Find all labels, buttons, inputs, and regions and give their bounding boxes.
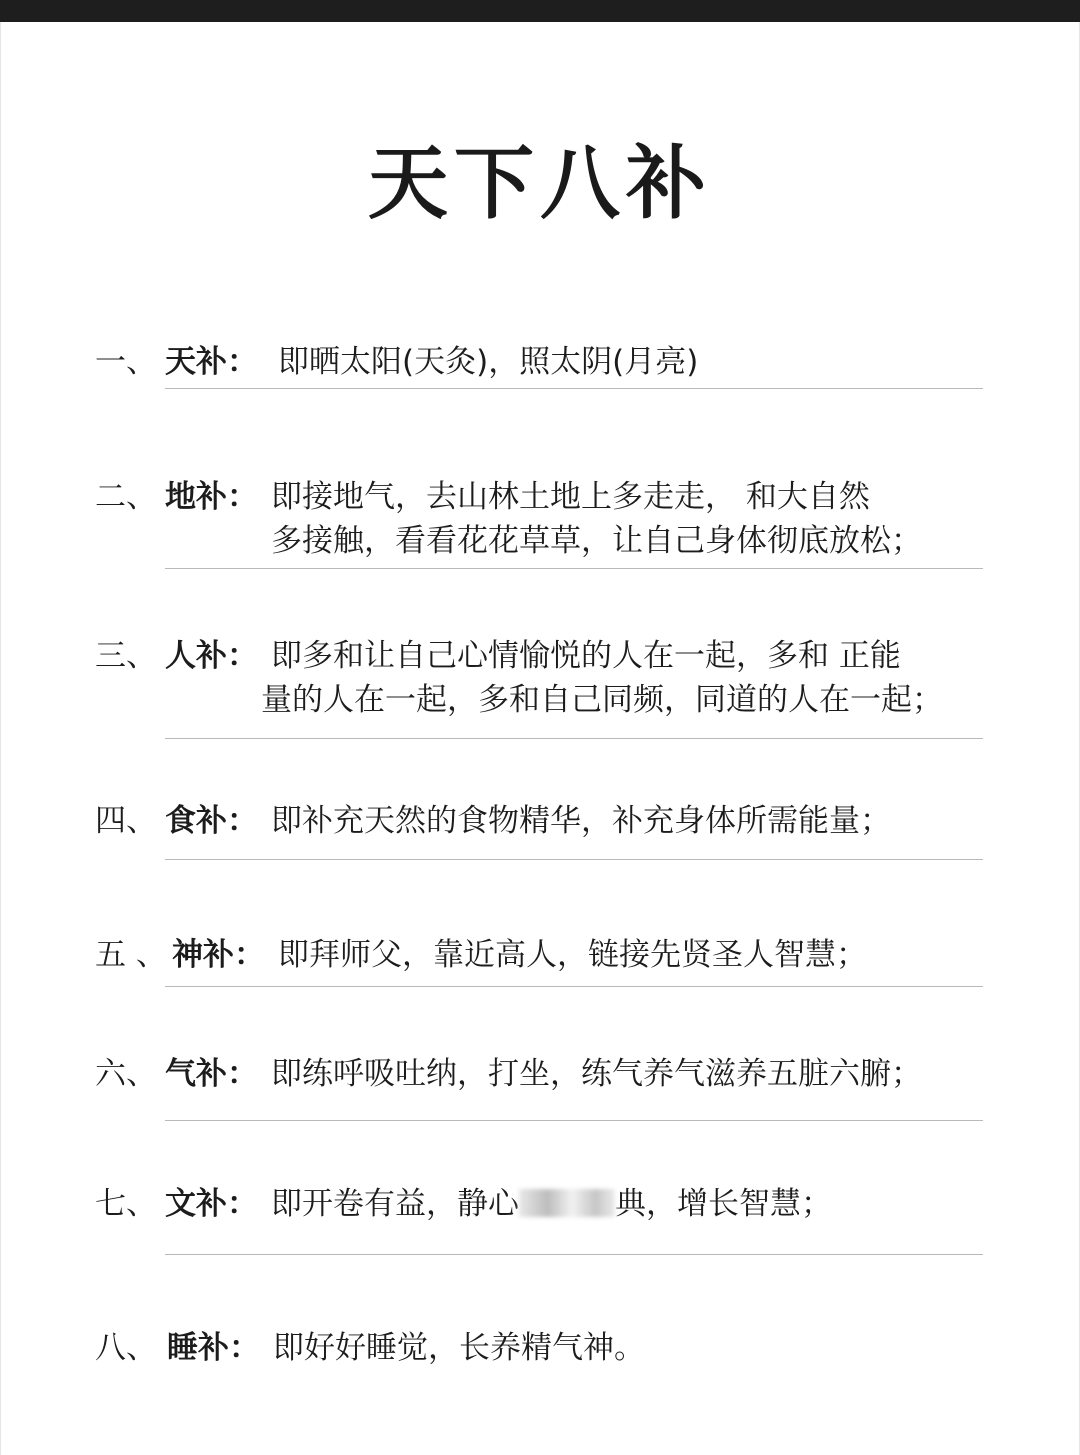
item-label: 天补：	[165, 344, 258, 380]
list-item	[95, 475, 1025, 563]
item-number: 四、	[95, 803, 157, 839]
list-item	[95, 1182, 1025, 1226]
divider	[165, 986, 983, 987]
item-text: 即拜师父，靠近高人，链接先贤圣人智慧；	[278, 937, 867, 973]
item-label: 气补：	[165, 1056, 258, 1092]
list-item	[95, 1326, 1025, 1370]
item-number: 六、	[95, 1056, 157, 1092]
item-number: 七、	[95, 1186, 157, 1222]
divider	[165, 859, 983, 860]
item-label: 食补：	[165, 803, 258, 839]
list-item	[95, 799, 1025, 843]
item-text-continued: 量的人在一起，多和自己同频，同道的人在一起；	[261, 682, 943, 718]
divider	[165, 388, 983, 389]
item-text-after: 典，增长智慧；	[615, 1186, 832, 1222]
item-text-before: 即开卷有益，静心	[271, 1186, 519, 1222]
blurred-redaction	[519, 1189, 615, 1217]
divider	[165, 568, 983, 569]
item-text: 即补充天然的食物精华，补充身体所需能量；	[271, 803, 891, 839]
item-text: 即晒太阳(天灸)，照太阴(月亮)	[278, 344, 699, 380]
page-title: 天下八补	[368, 137, 712, 230]
item-number: 二、	[95, 479, 157, 515]
document-page	[0, 22, 1080, 1455]
item-label: 睡补：	[167, 1330, 260, 1366]
item-text	[271, 1182, 832, 1226]
item-text-continued: 多接触，看看花花草草，让自己身体彻底放松；	[271, 523, 922, 559]
list-item	[95, 340, 1025, 384]
item-text: 即好好睡觉，长养精气神。	[273, 1330, 645, 1366]
item-number: 五 、	[95, 937, 167, 973]
item-text: 即多和让自己心情愉悦的人在一起，多和 正能	[271, 638, 901, 674]
item-label: 神补：	[172, 937, 265, 973]
divider	[165, 738, 983, 739]
list-item	[95, 634, 1025, 722]
divider	[165, 1254, 983, 1255]
divider	[165, 1120, 983, 1121]
item-number: 一、	[95, 344, 157, 380]
item-label: 文补：	[165, 1186, 258, 1222]
list-item	[95, 1052, 1025, 1096]
item-text: 即接地气，去山林土地上多走走， 和大自然	[271, 479, 870, 515]
item-number: 八、	[95, 1330, 157, 1366]
item-number: 三、	[95, 638, 157, 674]
list-item	[95, 933, 1025, 977]
item-label: 人补：	[165, 638, 258, 674]
item-label: 地补：	[165, 479, 258, 515]
item-text: 即练呼吸吐纳，打坐，练气养气滋养五脏六腑；	[271, 1056, 922, 1092]
